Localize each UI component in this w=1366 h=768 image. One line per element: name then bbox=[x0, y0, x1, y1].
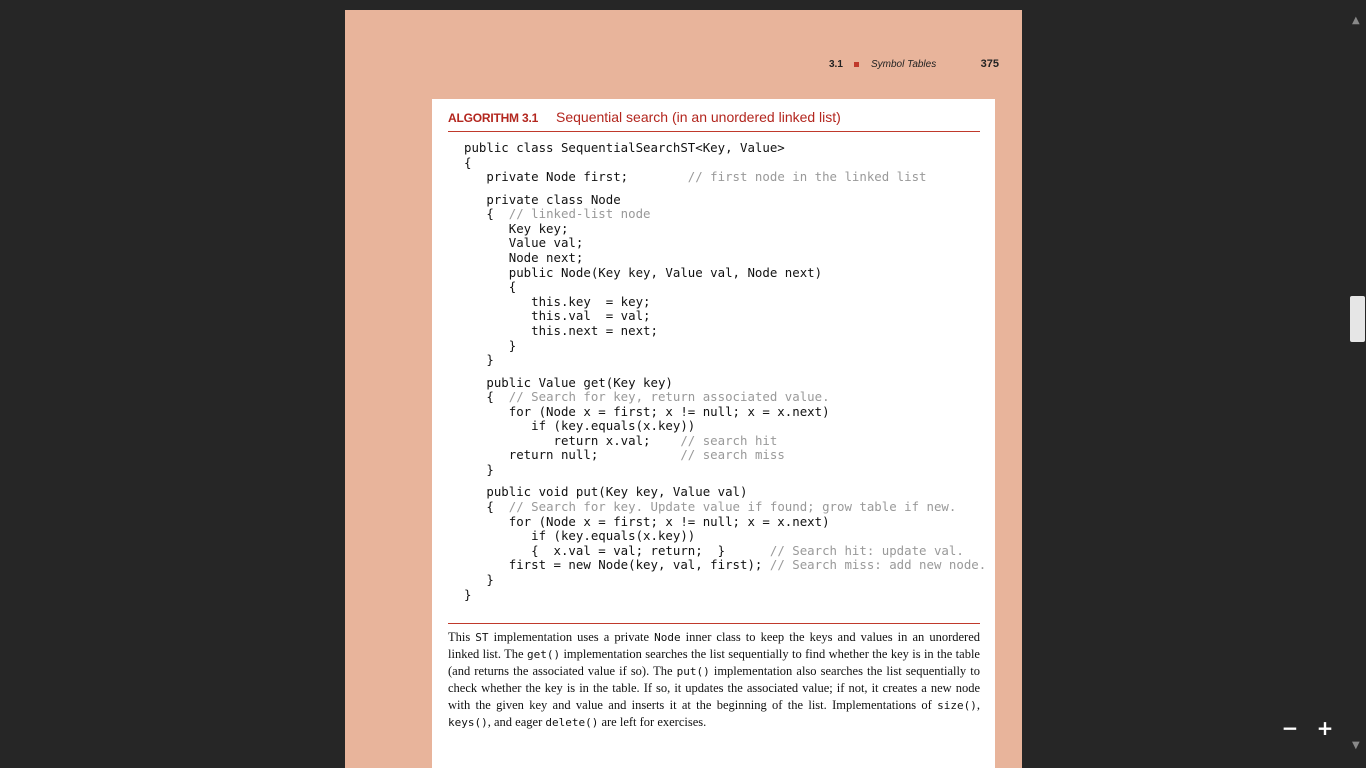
code-text: this.val = val; bbox=[464, 308, 651, 324]
code-line bbox=[464, 280, 986, 295]
code-text: { bbox=[464, 499, 509, 515]
scroll-down-arrow-icon[interactable]: ▼ bbox=[1352, 740, 1360, 751]
code-text: this.key = key; bbox=[464, 293, 651, 309]
code-text: public void put(Key key, Value val) bbox=[464, 484, 748, 500]
inline-code: size() bbox=[937, 699, 977, 712]
code-comment: // search miss bbox=[680, 447, 785, 463]
code-text: if (key.equals(x.key)) bbox=[464, 528, 696, 544]
code-line bbox=[464, 353, 986, 368]
algorithm-label: ALGORITHM 3.1 bbox=[448, 111, 539, 125]
code-line bbox=[464, 434, 986, 449]
caption-text: are left for exercises. bbox=[598, 715, 707, 729]
code-comment: // first node in the linked list bbox=[687, 169, 927, 185]
code-text: return x.val; bbox=[464, 432, 681, 448]
section-title: Symbol Tables bbox=[871, 59, 937, 70]
caption-text: This bbox=[448, 630, 476, 644]
code-text: public Value get(Key key) bbox=[464, 374, 673, 390]
algorithm-heading bbox=[448, 109, 980, 132]
zoom-out-button[interactable]: − bbox=[1281, 716, 1299, 740]
code-text: { bbox=[464, 206, 509, 222]
caption-text: , bbox=[976, 698, 980, 712]
code-text: this.next = next; bbox=[464, 322, 658, 338]
divider bbox=[448, 623, 980, 624]
code-comment: // Search hit: update val. bbox=[769, 542, 964, 558]
caption-text: inner class to keep the keys and values in an unordered linked list. The bbox=[448, 630, 980, 661]
code-text: first = new Node(key, val, first); bbox=[464, 557, 770, 573]
scroll-up-arrow-icon[interactable]: ▲ bbox=[1352, 15, 1360, 26]
inline-code: ST bbox=[475, 631, 489, 644]
page-number: 375 bbox=[980, 58, 999, 70]
inline-code: delete() bbox=[545, 716, 599, 729]
algorithm-box bbox=[432, 99, 995, 768]
code-line bbox=[464, 309, 986, 324]
caption-text: , and eager bbox=[487, 715, 546, 729]
code-line bbox=[464, 156, 986, 171]
code-line bbox=[464, 448, 986, 463]
zoom-in-button[interactable]: + bbox=[1316, 716, 1334, 740]
code-line bbox=[464, 339, 986, 354]
code-line bbox=[464, 222, 986, 237]
code-comment: // Search for key. Update value if found; grow table if new. bbox=[508, 499, 957, 515]
caption-text: implementation searches the list sequentially to find whether the key is in the table (and returns the associated value if so). The bbox=[448, 647, 980, 678]
code-text: } bbox=[464, 337, 517, 353]
caption-text: implementation also searches the list sequentially to check whether the key is in the table. If so, it updates the associated value; if not, it creates a new node with the given key and value and inserts it at the beginning of the list. Implementations of bbox=[448, 664, 981, 712]
pdf-page bbox=[345, 10, 1022, 768]
code-text: public Node(Key key, Value val, Node next) bbox=[464, 264, 823, 280]
code-comment: // Search for key, return associated value. bbox=[508, 389, 830, 405]
code-line bbox=[464, 390, 986, 405]
code-text: { x.val = val; return; } bbox=[464, 542, 770, 558]
code-text: for (Node x = first; x != null; x = x.next) bbox=[464, 513, 830, 529]
code-line bbox=[464, 558, 986, 573]
inline-code: keys() bbox=[448, 716, 488, 729]
inline-code: get() bbox=[526, 648, 561, 661]
algorithm-name: Sequential search (in an unordered linked list) bbox=[556, 109, 841, 125]
code-line bbox=[464, 463, 986, 478]
code-line bbox=[464, 376, 986, 391]
code-line bbox=[464, 485, 986, 500]
code-line bbox=[464, 588, 986, 603]
section-number: 3.1 bbox=[829, 59, 843, 70]
code-comment: // search hit bbox=[680, 432, 778, 448]
code-text: } bbox=[464, 352, 494, 368]
code-text: return null; bbox=[464, 447, 681, 463]
code-line bbox=[464, 500, 986, 515]
code-text: { bbox=[464, 279, 517, 295]
code-text: { bbox=[464, 389, 509, 405]
scrollbar-thumb[interactable] bbox=[1350, 296, 1365, 342]
code-text: if (key.equals(x.key)) bbox=[464, 418, 696, 434]
code-text: private class Node bbox=[464, 191, 621, 207]
code-line bbox=[464, 419, 986, 434]
code-line bbox=[464, 236, 986, 251]
code-line bbox=[464, 141, 986, 156]
running-head bbox=[829, 58, 999, 74]
code-line bbox=[464, 266, 986, 281]
bullet-square-icon bbox=[854, 62, 859, 67]
code-text: Value val; bbox=[464, 235, 584, 251]
code-text: Node next; bbox=[464, 249, 584, 265]
code-line bbox=[464, 295, 986, 310]
code-line bbox=[464, 324, 986, 339]
algorithm-caption bbox=[448, 629, 980, 731]
code-comment: // Search miss: add new node. bbox=[769, 557, 987, 573]
code-text: Key key; bbox=[464, 220, 569, 236]
code-line bbox=[464, 251, 986, 266]
code-line bbox=[464, 573, 986, 588]
code-text: for (Node x = first; x != null; x = x.next) bbox=[464, 403, 830, 419]
code-line bbox=[464, 170, 986, 185]
code-text: { bbox=[464, 154, 472, 170]
code-listing bbox=[464, 141, 986, 602]
code-text: } bbox=[464, 572, 494, 588]
code-line bbox=[464, 207, 986, 222]
code-line bbox=[464, 193, 986, 208]
inline-code: Node bbox=[654, 631, 681, 644]
code-line bbox=[464, 405, 986, 420]
code-text: } bbox=[464, 586, 472, 602]
code-line bbox=[464, 515, 986, 530]
code-text: } bbox=[464, 462, 494, 478]
inline-code: put() bbox=[676, 665, 710, 678]
code-comment: // linked-list node bbox=[508, 206, 651, 222]
code-line bbox=[464, 529, 986, 544]
code-text: private Node first; bbox=[464, 169, 688, 185]
code-line bbox=[464, 544, 986, 559]
caption-text: implementation uses a private bbox=[488, 630, 655, 644]
code-text: public class SequentialSearchST<Key, Value> bbox=[464, 140, 785, 155]
scrollbar[interactable] bbox=[1349, 0, 1366, 768]
